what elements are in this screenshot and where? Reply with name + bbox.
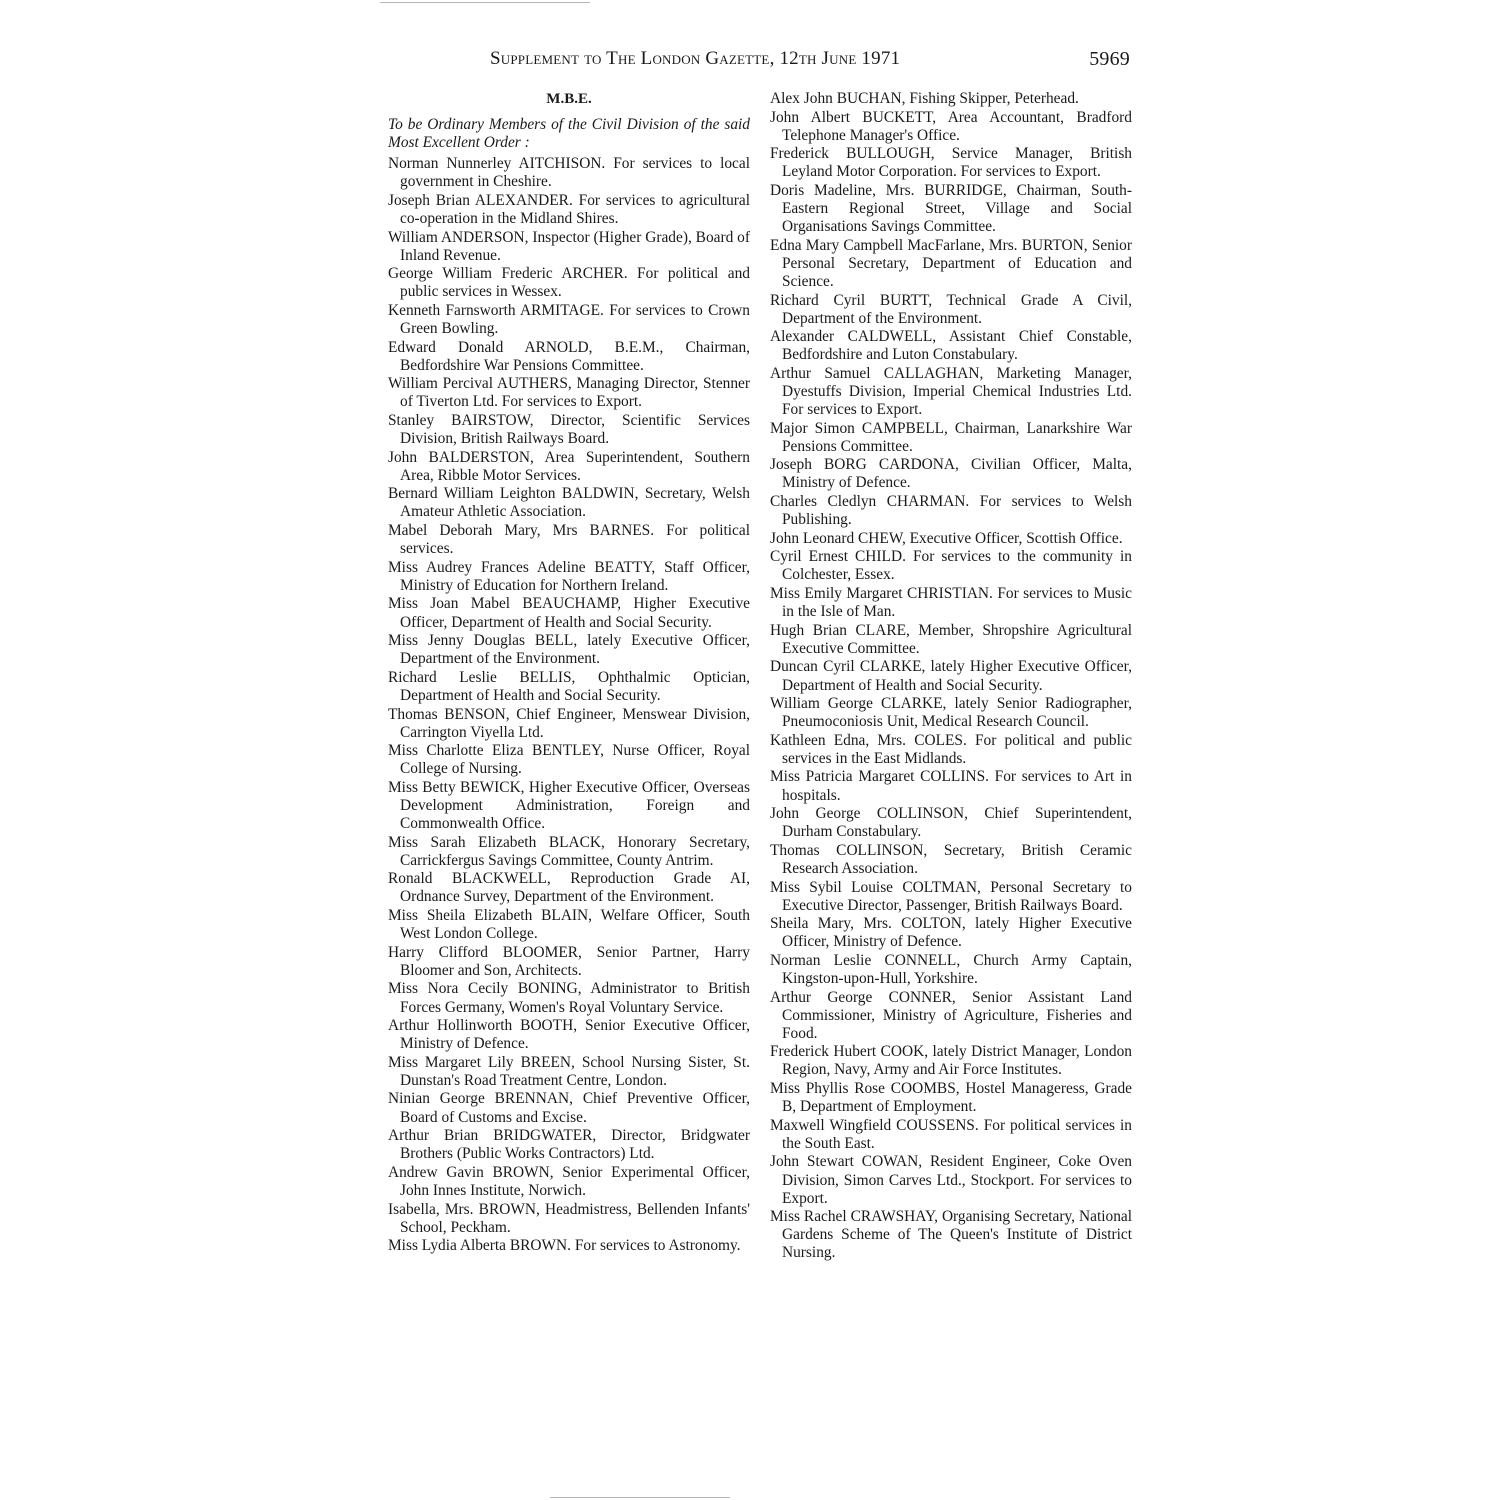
page-header-title: Supplement to The London Gazette, 12th June 1971 [490, 48, 901, 69]
honour-entry: Kathleen Edna, Mrs. COLES. For political and public services in the East Midlands. [770, 731, 1132, 767]
honour-entry: Stanley BAIRSTOW, Director, Scientific Services Division, British Railways Board. [388, 412, 750, 448]
honour-entry: Thomas COLLINSON, Secretary, British Ceramic Research Association. [770, 841, 1132, 877]
honour-entry: Miss Charlotte Eliza BENTLEY, Nurse Officer, Royal College of Nursing. [388, 742, 750, 778]
honour-entry: Arthur Samuel CALLAGHAN, Marketing Manager, Dyestuffs Division, Imperial Chemical Industries Ltd. For services to Export. [770, 364, 1132, 419]
honour-entry: William ANDERSON, Inspector (Higher Grade), Board of Inland Revenue. [388, 228, 750, 264]
honour-entry: Arthur Hollinworth BOOTH, Senior Executive Officer, Ministry of Defence. [388, 1017, 750, 1053]
honour-entry: Ninian George BRENNAN, Chief Preventive Officer, Board of Customs and Excise. [388, 1090, 750, 1126]
honour-entry: Thomas BENSON, Chief Engineer, Menswear Division, Carrington Viyella Ltd. [388, 705, 750, 741]
honour-entry: George William Frederic ARCHER. For political and public services in Wessex. [388, 265, 750, 301]
honour-entry: William Percival AUTHERS, Managing Director, Stenner of Tiverton Ltd. For services to Export. [388, 375, 750, 411]
honour-entry: Cyril Ernest CHILD. For services to the community in Colchester, Essex. [770, 548, 1132, 584]
left-column [388, 90, 750, 1256]
honour-entry: Frederick Hubert COOK, lately District Manager, London Region, Navy, Army and Air Force Institutes. [770, 1043, 1132, 1079]
page-header [490, 48, 1130, 74]
honour-entry: Frederick BULLOUGH, Service Manager, British Leyland Motor Corporation. For services to Export. [770, 145, 1132, 181]
honour-entry: Norman Leslie CONNELL, Church Army Captain, Kingston-upon-Hull, Yorkshire. [770, 951, 1132, 987]
honour-entry: Arthur George CONNER, Senior Assistant Land Commissioner, Ministry of Agriculture, Fisheries and Food. [770, 988, 1132, 1042]
honour-entry: Ronald BLACKWELL, Reproduction Grade AI, Ordnance Survey, Department of the Environment. [388, 870, 750, 906]
honour-entry: Miss Sheila Elizabeth BLAIN, Welfare Officer, South West London College. [388, 907, 750, 943]
honour-entry: Arthur Brian BRIDGWATER, Director, Bridgwater Brothers (Public Works Contractors) Ltd. [388, 1127, 750, 1163]
honour-entry: Miss Joan Mabel BEAUCHAMP, Higher Executive Officer, Department of Health and Social Security. [388, 595, 750, 631]
honour-entry: John BALDERSTON, Area Superintendent, Southern Area, Ribble Motor Services. [388, 448, 750, 484]
honour-entry: Miss Nora Cecily BONING, Administrator to British Forces Germany, Women's Royal Voluntary Service. [388, 980, 750, 1016]
honour-entry: Miss Betty BEWICK, Higher Executive Officer, Overseas Development Administration, Foreign and Commonwealth Office. [388, 778, 750, 833]
scan-mark-top [380, 2, 590, 3]
honour-entry: Miss Jenny Douglas BELL, lately Executive Officer, Department of the Environment. [388, 632, 750, 668]
honour-entry: Harry Clifford BLOOMER, Senior Partner, Harry Bloomer and Son, Architects. [388, 943, 750, 979]
honour-entry: William George CLARKE, lately Senior Radiographer, Pneumoconiosis Unit, Medical Research Council. [770, 695, 1132, 731]
honour-entry: Miss Sybil Louise COLTMAN, Personal Secretary to Executive Director, Passenger, British Railways Board. [770, 878, 1132, 914]
honour-entry: John Leonard CHEW, Executive Officer, Scottish Office. [770, 529, 1123, 547]
honour-entry: Isabella, Mrs. BROWN, Headmistress, Bellenden Infants' School, Peckham. [388, 1200, 750, 1236]
honour-entry: Doris Madeline, Mrs. BURRIDGE, Chairman, South-Eastern Regional Street, Village and Social Organisations Savings Committee. [770, 181, 1132, 236]
honour-entry: Hugh Brian CLARE, Member, Shropshire Agricultural Executive Committee. [770, 621, 1132, 657]
honour-entry: Major Simon CAMPBELL, Chairman, Lanarkshire War Pensions Committee. [770, 419, 1132, 455]
honour-entry: Edward Donald ARNOLD, B.E.M., Chairman, Bedfordshire War Pensions Committee. [388, 338, 750, 374]
honour-entry: Kenneth Farnsworth ARMITAGE. For services to Crown Green Bowling. [388, 301, 750, 338]
honour-entry: Alexander CALDWELL, Assistant Chief Constable, Bedfordshire and Luton Constabulary. [770, 328, 1132, 364]
honour-entry: Miss Patricia Margaret COLLINS. For services to Art in hospitals. [770, 768, 1132, 804]
honour-entry: Charles Cledlyn CHARMAN. For services to Welsh Publishing. [770, 493, 1132, 529]
honour-entry: John Albert BUCKETT, Area Accountant, Bradford Telephone Manager's Office. [770, 108, 1132, 144]
honour-entry: John George COLLINSON, Chief Superintendent, Durham Constabulary. [770, 805, 1132, 841]
honour-entry: Mabel Deborah Mary, Mrs BARNES. For political services. [388, 522, 750, 558]
honour-entry: Maxwell Wingfield COUSSENS. For political services in the South East. [770, 1116, 1132, 1152]
scan-mark-bottom [550, 1497, 730, 1498]
honour-entry: Miss Lydia Alberta BROWN. For services to Astronomy. [388, 1237, 741, 1255]
honour-entry: Miss Audrey Frances Adeline BEATTY, Staff Officer, Ministry of Education for Northern Ireland. [388, 558, 750, 594]
honour-entry: Miss Rachel CRAWSHAY, Organising Secretary, National Gardens Scheme of The Queen's Institute of District Nursing. [770, 1208, 1132, 1262]
section-intro: To be Ordinary Members of the Civil Division of the said Most Excellent Order : [388, 116, 750, 152]
honour-entry: Miss Margaret Lily BREEN, School Nursing Sister, St. Dunstan's Road Treatment Centre, London. [388, 1053, 750, 1089]
honour-entry: Edna Mary Campbell MacFarlane, Mrs. BURTON, Senior Personal Secretary, Department of Education and Science. [770, 236, 1132, 290]
page-number: 5969 [1089, 48, 1130, 70]
right-column [770, 90, 1132, 1263]
honour-entry: Bernard William Leighton BALDWIN, Secretary, Welsh Amateur Athletic Association. [388, 485, 750, 521]
honour-entry: Sheila Mary, Mrs. COLTON, lately Higher Executive Officer, Ministry of Defence. [770, 915, 1132, 951]
honour-entry: Duncan Cyril CLARKE, lately Higher Executive Officer, Department of Health and Social Security. [770, 658, 1132, 694]
honour-entry: Richard Cyril BURTT, Technical Grade A Civil, Department of the Environment. [770, 291, 1132, 327]
honour-entry: John Stewart COWAN, Resident Engineer, Coke Oven Division, Simon Carves Ltd., Stockport. For services to Export. [770, 1153, 1132, 1207]
honour-entry: Richard Leslie BELLIS, Ophthalmic Optician, Department of Health and Social Security. [388, 668, 750, 704]
honour-entry: Alex John BUCHAN, Fishing Skipper, Peterhead. [770, 90, 1079, 107]
honour-entry: Andrew Gavin BROWN, Senior Experimental Officer, John Innes Institute, Norwich. [388, 1163, 750, 1199]
honour-entry: Miss Phyllis Rose COOMBS, Hostel Manageress, Grade B, Department of Employment. [770, 1080, 1132, 1116]
honour-entry: Miss Emily Margaret CHRISTIAN. For services to Music in the Isle of Man. [770, 585, 1132, 621]
honour-entry: Joseph Brian ALEXANDER. For services to agricultural co-operation in the Midland Shires. [388, 191, 750, 227]
honour-entry: Miss Sarah Elizabeth BLACK, Honorary Secretary, Carrickfergus Savings Committee, County Antrim. [388, 833, 750, 869]
section-title: M.B.E. [546, 91, 592, 107]
honour-entry: Norman Nunnerley AITCHISON. For services to local government in Cheshire. [388, 155, 750, 191]
honour-entry: Joseph BORG CARDONA, Civilian Officer, Malta, Ministry of Defence. [770, 456, 1132, 492]
